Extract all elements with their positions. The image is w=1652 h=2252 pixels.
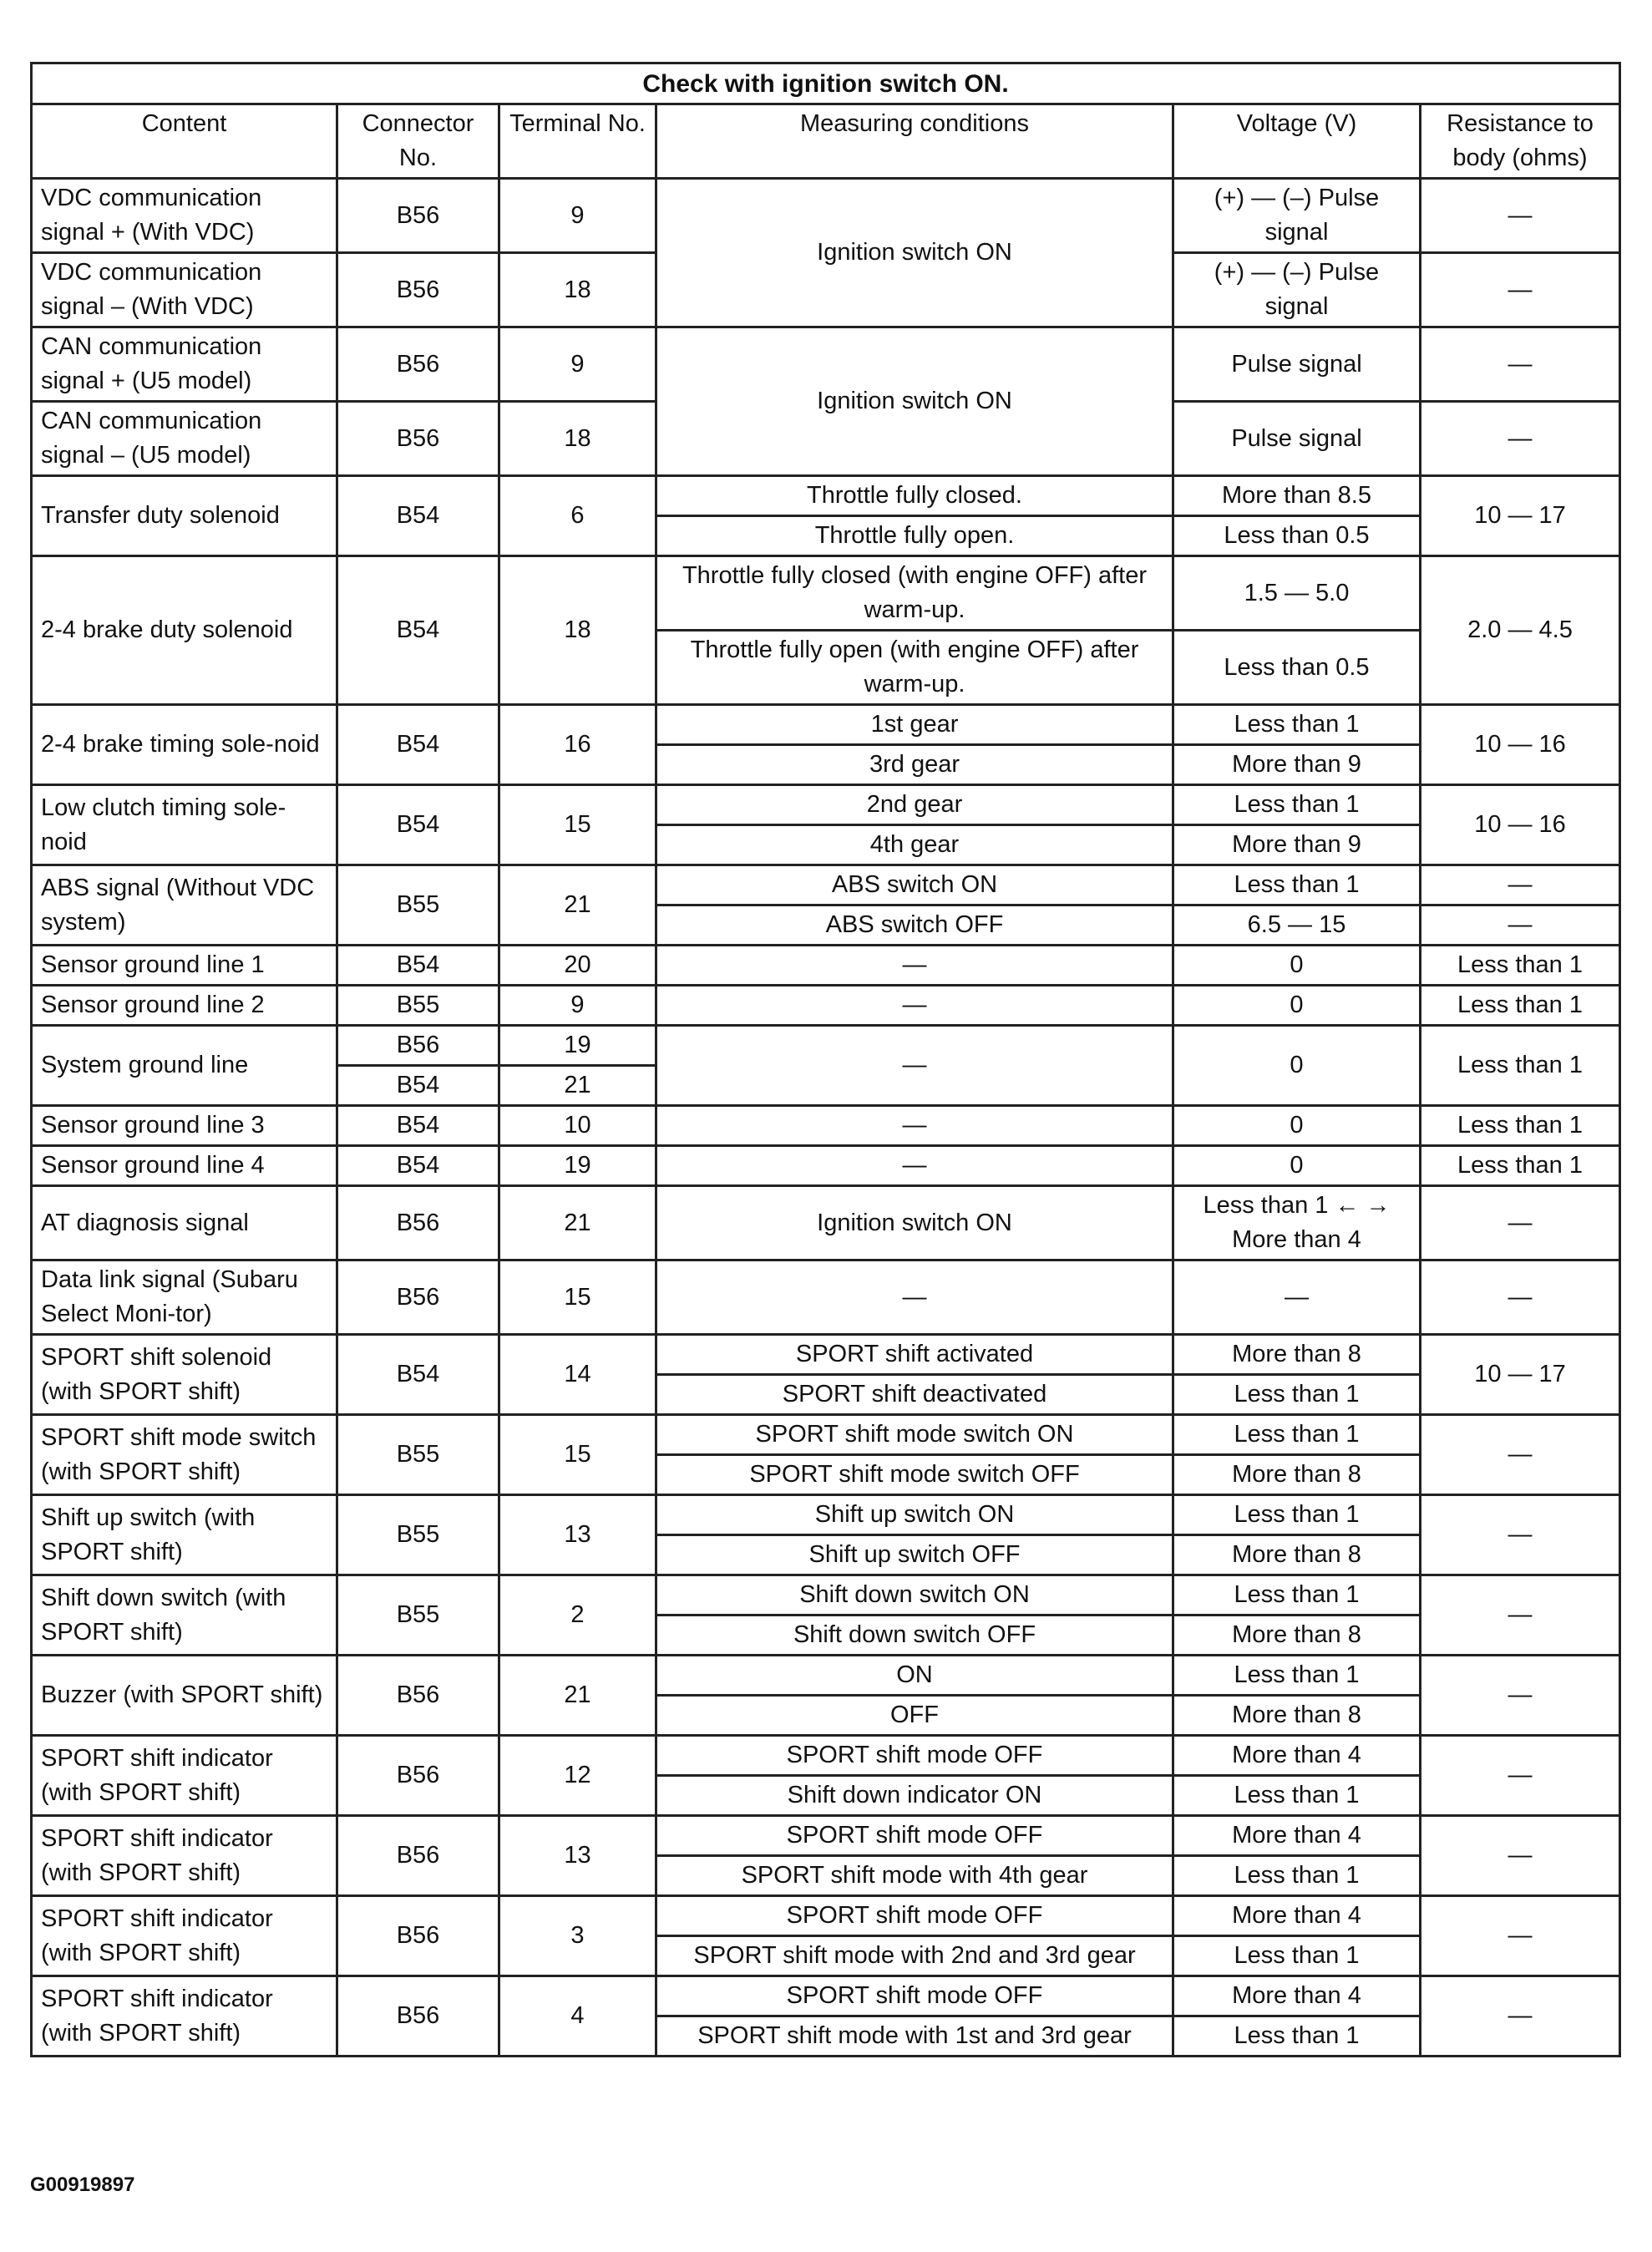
connector-cell: B54 [337, 1335, 499, 1415]
voltage-cell: Less than 1 [1173, 1375, 1421, 1415]
content-cell: System ground line [32, 1026, 337, 1106]
resistance-cell: — [1421, 253, 1620, 327]
voltage-cell: Pulse signal [1173, 327, 1421, 402]
table-row [32, 1146, 1620, 1186]
header-content: Content [32, 104, 337, 179]
condition-cell: SPORT shift mode OFF [656, 1816, 1173, 1856]
table-row [32, 179, 1620, 253]
condition-cell: Shift down indicator ON [656, 1776, 1173, 1816]
content-cell: SPORT shift indicator (with SPORT shift) [32, 1976, 337, 2057]
resistance-cell: Less than 1 [1421, 1106, 1620, 1146]
table-row [32, 1260, 1620, 1335]
header-conditions: Measuring conditions [656, 104, 1173, 179]
terminal-cell: 19 [499, 1146, 656, 1186]
table-row [32, 1026, 1620, 1066]
voltage-cell: Less than 1 [1173, 705, 1421, 745]
condition-cell: Ignition switch ON [656, 1186, 1173, 1260]
table-row [32, 1335, 1620, 1375]
content-cell: Buzzer (with SPORT shift) [32, 1656, 337, 1736]
resistance-cell: — [1421, 1495, 1620, 1575]
terminal-cell: 21 [499, 1066, 656, 1106]
content-cell: CAN communication signal – (U5 model) [32, 402, 337, 476]
voltage-cell: More than 4 [1173, 1896, 1421, 1936]
terminal-cell: 21 [499, 1656, 656, 1736]
resistance-cell: — [1421, 1896, 1620, 1976]
voltage-cell: 0 [1173, 946, 1421, 986]
condition-cell: SPORT shift mode with 2nd and 3rd gear [656, 1936, 1173, 1976]
condition-cell: SPORT shift mode OFF [656, 1896, 1173, 1936]
content-cell: 2-4 brake duty solenoid [32, 556, 337, 705]
connector-cell: B56 [337, 1186, 499, 1260]
condition-cell: Shift up switch ON [656, 1495, 1173, 1535]
resistance-cell: 10 — 16 [1421, 785, 1620, 865]
voltage-cell: More than 9 [1173, 745, 1421, 785]
connector-cell: B56 [337, 402, 499, 476]
terminal-check-table [30, 62, 1621, 2057]
voltage-cell: Less than 1 [1173, 1776, 1421, 1816]
resistance-cell: 10 — 17 [1421, 1335, 1620, 1415]
voltage-cell: More than 8 [1173, 1335, 1421, 1375]
table-title: Check with ignition switch ON. [32, 63, 1620, 104]
terminal-cell: 15 [499, 785, 656, 865]
voltage-cell: More than 9 [1173, 825, 1421, 865]
voltage-cell: Less than 1 [1173, 1936, 1421, 1976]
table-row [32, 1896, 1620, 1936]
condition-cell: 3rd gear [656, 745, 1173, 785]
terminal-cell: 21 [499, 1186, 656, 1260]
condition-cell: ABS switch ON [656, 865, 1173, 905]
condition-cell: SPORT shift mode with 1st and 3rd gear [656, 2016, 1173, 2057]
voltage-cell: Less than 1 [1173, 1856, 1421, 1896]
voltage-cell: More than 8 [1173, 1696, 1421, 1736]
table-row [32, 476, 1620, 516]
resistance-cell: — [1421, 905, 1620, 946]
header-voltage: Voltage (V) [1173, 104, 1421, 179]
connector-cell: B56 [337, 1026, 499, 1066]
table-row [32, 1736, 1620, 1776]
table-row [32, 986, 1620, 1026]
content-cell: SPORT shift indicator (with SPORT shift) [32, 1816, 337, 1896]
condition-cell: OFF [656, 1696, 1173, 1736]
terminal-cell: 9 [499, 327, 656, 402]
connector-cell: B55 [337, 1495, 499, 1575]
voltage-cell: — [1173, 1260, 1421, 1335]
voltage-cell: Less than 1 [1173, 1415, 1421, 1455]
table-row [32, 556, 1620, 631]
connector-cell: B56 [337, 1656, 499, 1736]
condition-cell: — [656, 1146, 1173, 1186]
condition-cell: Ignition switch ON [656, 179, 1173, 327]
resistance-cell: — [1421, 1186, 1620, 1260]
resistance-cell: — [1421, 1656, 1620, 1736]
terminal-cell: 20 [499, 946, 656, 986]
content-cell: Sensor ground line 2 [32, 986, 337, 1026]
voltage-cell: (+) — (–) Pulse signal [1173, 253, 1421, 327]
resistance-cell: 10 — 17 [1421, 476, 1620, 556]
content-cell: Shift up switch (with SPORT shift) [32, 1495, 337, 1575]
connector-cell: B56 [337, 1816, 499, 1896]
resistance-cell: — [1421, 1260, 1620, 1335]
terminal-cell: 16 [499, 705, 656, 785]
content-cell: Low clutch timing sole-noid [32, 785, 337, 865]
terminal-cell: 13 [499, 1816, 656, 1896]
voltage-cell: Less than 1 [1173, 785, 1421, 825]
content-cell: SPORT shift mode switch (with SPORT shift) [32, 1415, 337, 1495]
connector-cell: B54 [337, 705, 499, 785]
voltage-cell: More than 8.5 [1173, 476, 1421, 516]
voltage-cell: 0 [1173, 1026, 1421, 1106]
condition-cell: 2nd gear [656, 785, 1173, 825]
table-row [32, 785, 1620, 825]
connector-cell: B56 [337, 1260, 499, 1335]
resistance-cell: — [1421, 1976, 1620, 2057]
connector-cell: B56 [337, 1976, 499, 2057]
connector-cell: B55 [337, 865, 499, 946]
terminal-cell: 13 [499, 1495, 656, 1575]
resistance-cell: — [1421, 1736, 1620, 1816]
connector-cell: B55 [337, 1415, 499, 1495]
voltage-cell: 0 [1173, 1146, 1421, 1186]
content-cell: SPORT shift indicator (with SPORT shift) [32, 1896, 337, 1976]
resistance-cell: — [1421, 179, 1620, 253]
terminal-cell: 21 [499, 865, 656, 946]
table-body [32, 63, 1620, 2057]
content-cell: 2-4 brake timing sole-noid [32, 705, 337, 785]
condition-cell: Ignition switch ON [656, 327, 1173, 476]
connector-cell: B56 [337, 1736, 499, 1816]
condition-cell: Shift down switch ON [656, 1575, 1173, 1615]
table-row [32, 1495, 1620, 1535]
content-cell: Shift down switch (with SPORT shift) [32, 1575, 337, 1656]
resistance-cell: — [1421, 402, 1620, 476]
voltage-cell: More than 8 [1173, 1615, 1421, 1656]
connector-cell: B54 [337, 1106, 499, 1146]
terminal-cell: 14 [499, 1335, 656, 1415]
resistance-cell: 2.0 — 4.5 [1421, 556, 1620, 705]
condition-cell: — [656, 1260, 1173, 1335]
terminal-cell: 12 [499, 1736, 656, 1816]
voltage-cell: 0 [1173, 986, 1421, 1026]
content-cell: ABS signal (Without VDC system) [32, 865, 337, 946]
table-row [32, 1575, 1620, 1615]
terminal-cell: 18 [499, 253, 656, 327]
table-row [32, 1415, 1620, 1455]
condition-cell: Throttle fully open. [656, 516, 1173, 556]
terminal-cell: 10 [499, 1106, 656, 1146]
content-cell: VDC communication signal – (With VDC) [32, 253, 337, 327]
condition-cell: Throttle fully open (with engine OFF) after warm-up. [656, 631, 1173, 705]
condition-cell: 1st gear [656, 705, 1173, 745]
terminal-cell: 15 [499, 1260, 656, 1335]
table-row [32, 1976, 1620, 2016]
content-cell: Data link signal (Subaru Select Moni-tor) [32, 1260, 337, 1335]
condition-cell: SPORT shift mode switch OFF [656, 1455, 1173, 1495]
condition-cell: SPORT shift mode OFF [656, 1976, 1173, 2016]
connector-cell: B54 [337, 785, 499, 865]
condition-cell: Throttle fully closed. [656, 476, 1173, 516]
voltage-cell: Less than 1 [1173, 1575, 1421, 1615]
connector-cell: B56 [337, 253, 499, 327]
terminal-cell: 9 [499, 986, 656, 1026]
title-row [32, 63, 1620, 104]
connector-cell: B54 [337, 1146, 499, 1186]
table-row [32, 1186, 1620, 1260]
resistance-cell: Less than 1 [1421, 986, 1620, 1026]
condition-cell: SPORT shift activated [656, 1335, 1173, 1375]
header-terminal: Terminal No. [499, 104, 656, 179]
connector-cell: B54 [337, 946, 499, 986]
table-row [32, 946, 1620, 986]
voltage-cell: Less than 1 [1173, 2016, 1421, 2057]
connector-cell: B54 [337, 476, 499, 556]
condition-cell: Shift up switch OFF [656, 1535, 1173, 1575]
table-row [32, 1106, 1620, 1146]
table-row [32, 1656, 1620, 1696]
terminal-cell: 4 [499, 1976, 656, 2057]
voltage-cell: Less than 0.5 [1173, 516, 1421, 556]
voltage-cell: More than 4 [1173, 1816, 1421, 1856]
condition-cell: Throttle fully closed (with engine OFF) after warm-up. [656, 556, 1173, 631]
resistance-cell: — [1421, 865, 1620, 905]
connector-cell: B56 [337, 327, 499, 402]
voltage-cell: 6.5 — 15 [1173, 905, 1421, 946]
resistance-cell: — [1421, 1415, 1620, 1495]
voltage-cell: More than 8 [1173, 1535, 1421, 1575]
content-cell: SPORT shift solenoid (with SPORT shift) [32, 1335, 337, 1415]
voltage-cell: Less than 0.5 [1173, 631, 1421, 705]
connector-cell: B55 [337, 986, 499, 1026]
condition-cell: SPORT shift mode with 4th gear [656, 1856, 1173, 1896]
content-cell: CAN communication signal + (U5 model) [32, 327, 337, 402]
resistance-cell: — [1421, 1816, 1620, 1896]
connector-cell: B56 [337, 1896, 499, 1976]
voltage-cell: Pulse signal [1173, 402, 1421, 476]
content-cell: AT diagnosis signal [32, 1186, 337, 1260]
connector-cell: B54 [337, 1066, 499, 1106]
terminal-cell: 18 [499, 402, 656, 476]
connector-cell: B55 [337, 1575, 499, 1656]
terminal-cell: 2 [499, 1575, 656, 1656]
condition-cell: 4th gear [656, 825, 1173, 865]
table-row [32, 327, 1620, 402]
resistance-cell: 10 — 16 [1421, 705, 1620, 785]
header-connector: Connector No. [337, 104, 499, 179]
figure-id: G00919897 [30, 2173, 135, 2196]
condition-cell: SPORT shift deactivated [656, 1375, 1173, 1415]
connector-cell: B56 [337, 179, 499, 253]
content-cell: Sensor ground line 4 [32, 1146, 337, 1186]
condition-cell: ON [656, 1656, 1173, 1696]
resistance-cell: — [1421, 1575, 1620, 1656]
terminal-cell: 19 [499, 1026, 656, 1066]
table-row [32, 705, 1620, 745]
condition-cell: SPORT shift mode OFF [656, 1736, 1173, 1776]
voltage-cell: More than 4 [1173, 1976, 1421, 2016]
content-cell: VDC communication signal + (With VDC) [32, 179, 337, 253]
condition-cell: — [656, 1026, 1173, 1106]
header-resistance: Resistance to body (ohms) [1421, 104, 1620, 179]
condition-cell: SPORT shift mode switch ON [656, 1415, 1173, 1455]
terminal-cell: 15 [499, 1415, 656, 1495]
condition-cell: ABS switch OFF [656, 905, 1173, 946]
content-cell: Transfer duty solenoid [32, 476, 337, 556]
header-row [32, 104, 1620, 179]
condition-cell: — [656, 986, 1173, 1026]
condition-cell: Shift down switch OFF [656, 1615, 1173, 1656]
terminal-cell: 6 [499, 476, 656, 556]
condition-cell: — [656, 1106, 1173, 1146]
resistance-cell: — [1421, 327, 1620, 402]
content-cell: Sensor ground line 1 [32, 946, 337, 986]
resistance-cell: Less than 1 [1421, 1146, 1620, 1186]
voltage-cell: (+) — (–) Pulse signal [1173, 179, 1421, 253]
terminal-cell: 18 [499, 556, 656, 705]
voltage-cell: Less than 1 [1173, 1495, 1421, 1535]
voltage-cell: Less than 1 ← → More than 4 [1173, 1186, 1421, 1260]
voltage-cell: Less than 1 [1173, 865, 1421, 905]
voltage-cell: More than 8 [1173, 1455, 1421, 1495]
resistance-cell: Less than 1 [1421, 946, 1620, 986]
table-row [32, 865, 1620, 905]
voltage-cell: More than 4 [1173, 1736, 1421, 1776]
content-cell: Sensor ground line 3 [32, 1106, 337, 1146]
voltage-cell: Less than 1 [1173, 1656, 1421, 1696]
terminal-cell: 3 [499, 1896, 656, 1976]
voltage-cell: 0 [1173, 1106, 1421, 1146]
condition-cell: — [656, 946, 1173, 986]
connector-cell: B54 [337, 556, 499, 705]
voltage-cell: 1.5 — 5.0 [1173, 556, 1421, 631]
content-cell: SPORT shift indicator (with SPORT shift) [32, 1736, 337, 1816]
table-row [32, 1816, 1620, 1856]
resistance-cell: Less than 1 [1421, 1026, 1620, 1106]
terminal-cell: 9 [499, 179, 656, 253]
